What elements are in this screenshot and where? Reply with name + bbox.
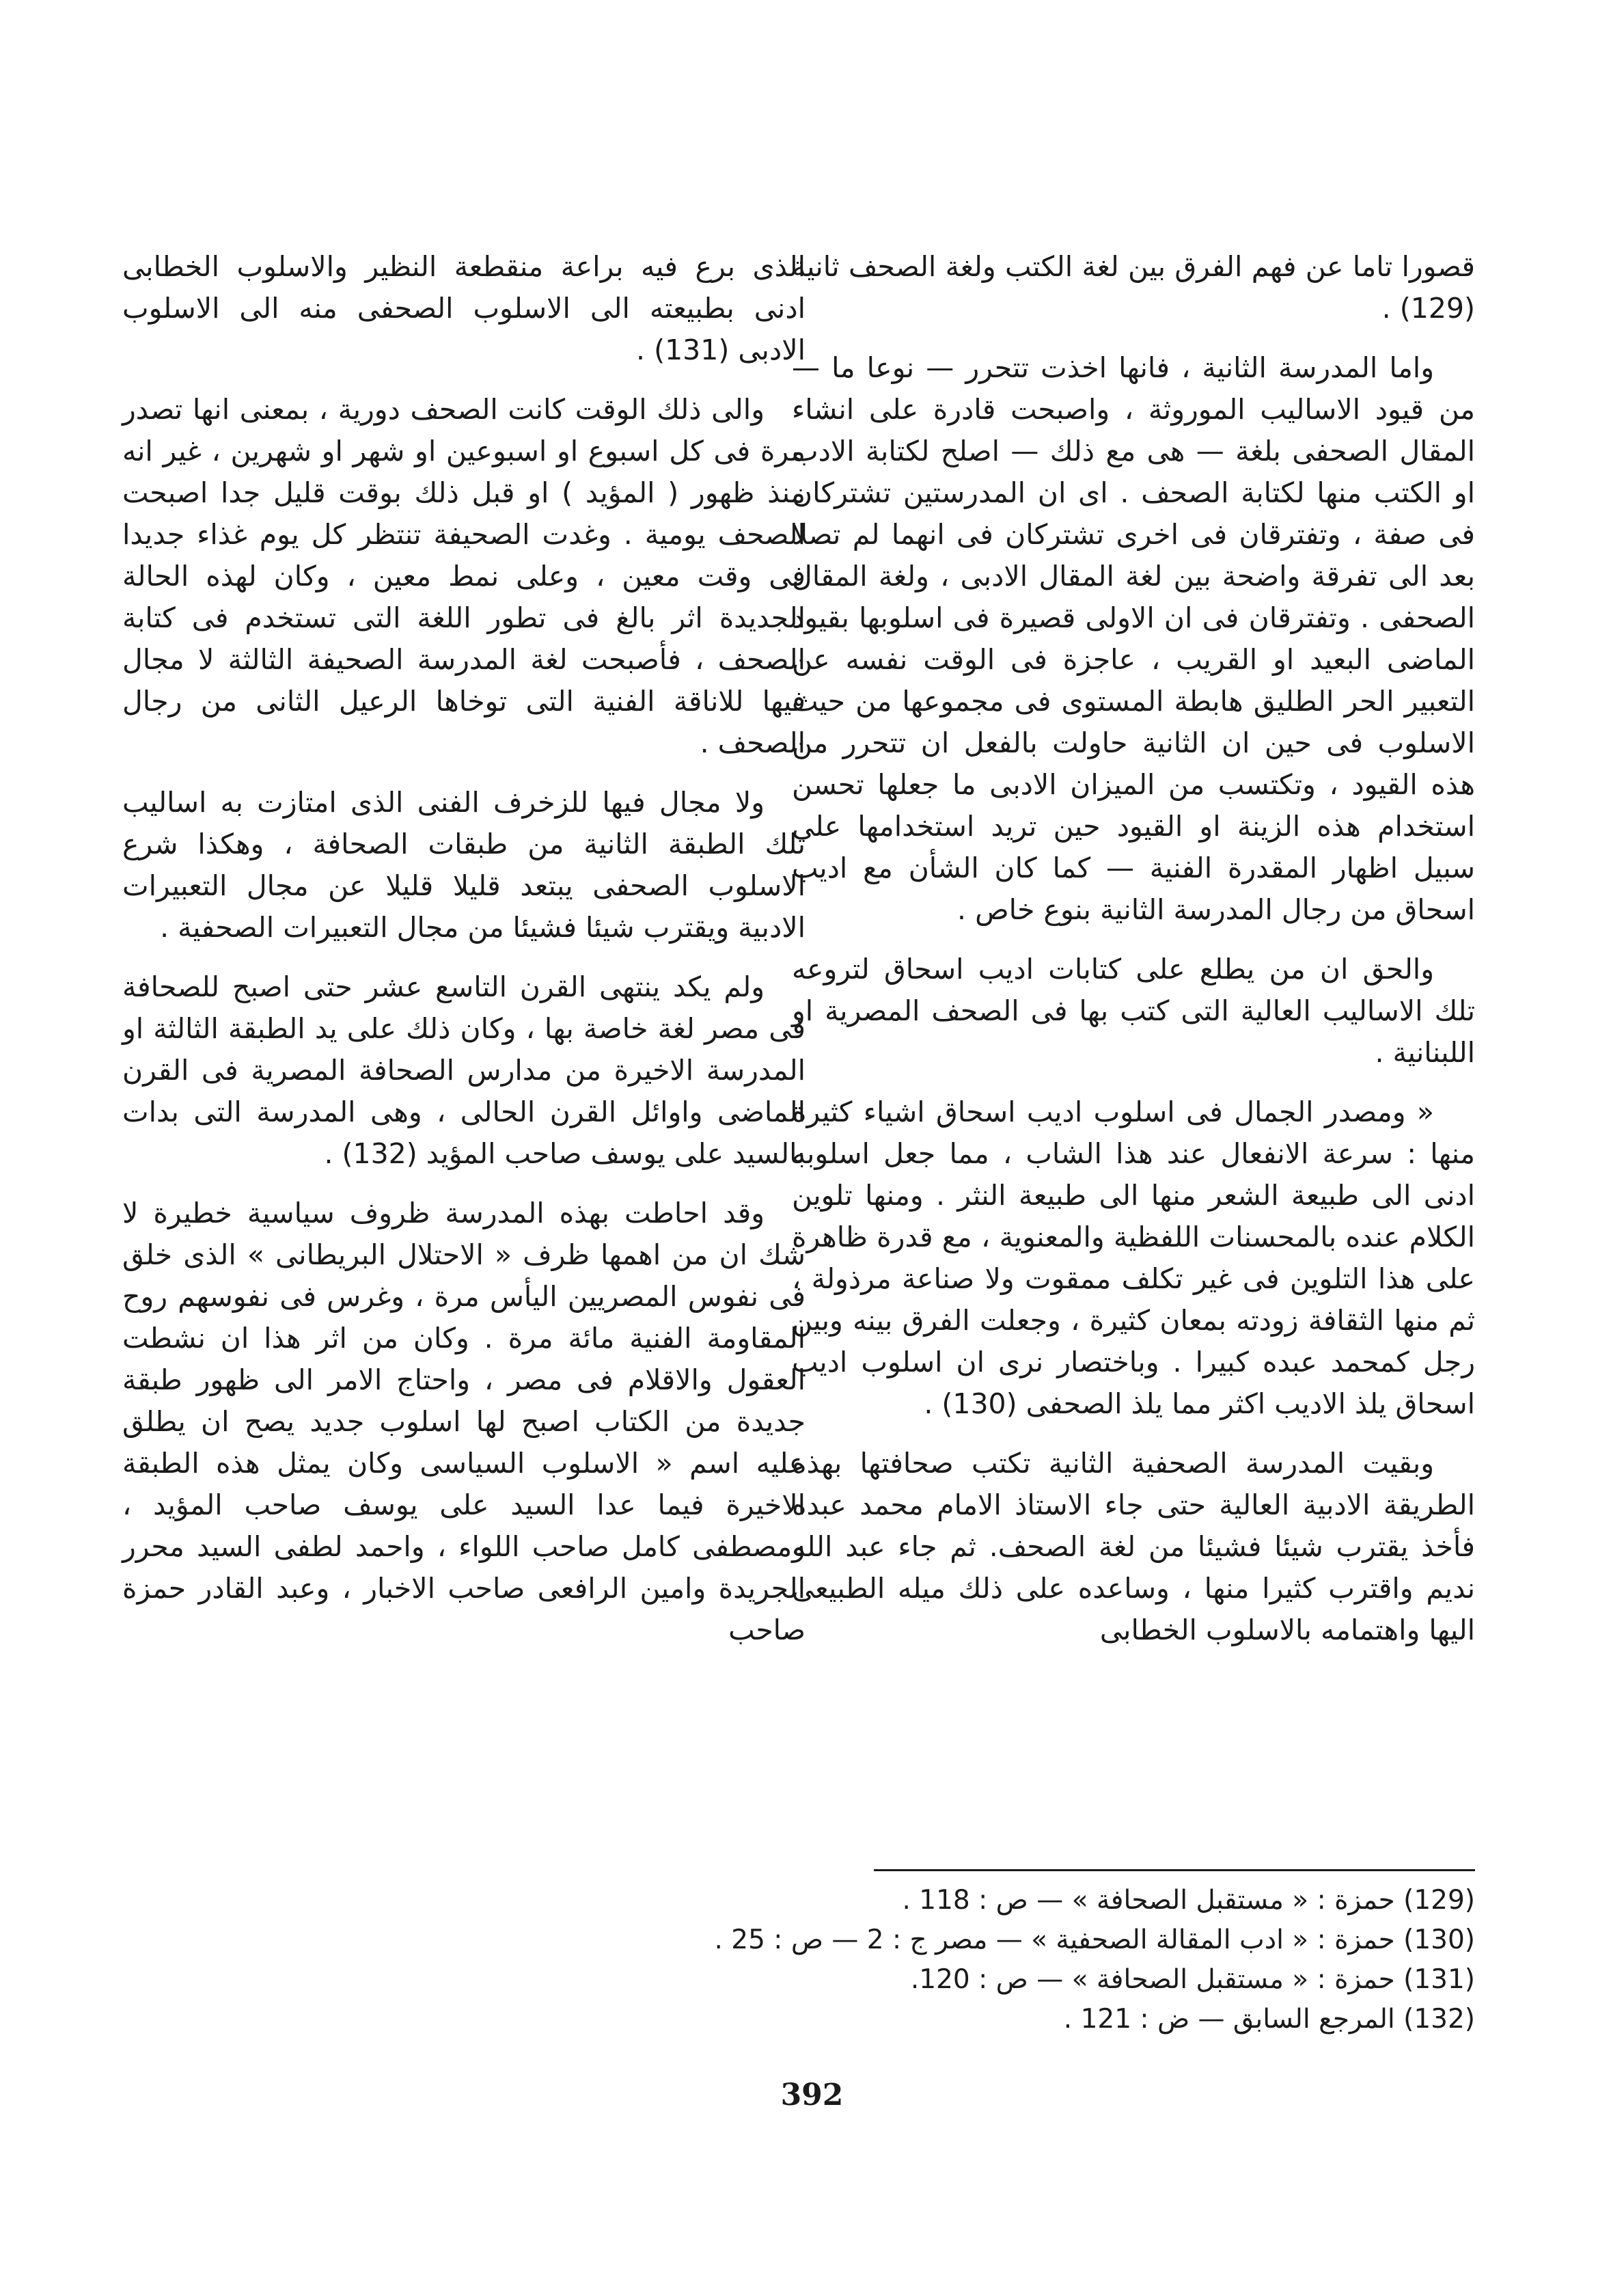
paragraph: ولم يكد ينتهى القرن التاسع عشر حتى اصبح للصحافة فى مصر لغة خاصة بها ، وكان ذلك على يد الطبقة الثالثة او المدرسة الاخيرة من مدارس الصحافة المصرية فى القرن الماضى واوائل القرن الحالى ، وهى المدرسة التى بدات بالسيد على يوسف صاحب المؤيد (132) . — [122, 970, 806, 1170]
footnote: (129) حمزة : « مستقبل الصحافة » — ص : 118 . — [902, 1885, 1475, 1916]
paragraph: والى ذلك الوقت كانت الصحف دورية ، بمعنى انها تصدر مرة فى كل اسبوع او اسبوعين او شهر او شهرين ، غير انه منذ ظهور ( المؤيد ) او قبل ذلك بوقت قليل جدا اصبحت الصحف يومية . وغدت الصحيفة تنتظر كل يوم غذاء جديدا فى وقت معين ، وعلى نمط معين ، وكان لهذه الحالة الجديدة اثر بالغ فى تطور اللغة التى تستخدم فى كتابة الصحف ، فأصبحت لغة المدرسة الصحيفة الثالثة لا مجال فيها للاناقة الفنية التى توخاها الرعيل الثانى من رجال الصحف . — [122, 393, 806, 759]
footnotes — [136, 1881, 1475, 2039]
footnote: (131) حمزة : « مستقبل الصحافة » — ص : 120. — [910, 1964, 1475, 1995]
left-text-column — [122, 246, 806, 1669]
page-number: 392 — [780, 2078, 844, 2112]
paragraph: الذى برع فيه براعة منقطعة النظير والاسلوب الخطابى ادنى بطبيعته الى الاسلوب الصحفى منه الى الاسلوب الادبى (131) . — [122, 250, 806, 366]
paragraph: وبقيت المدرسة الصحفية الثانية تكتب صحافتها بهذه الطريقة الادبية العالية حتى جاء الاستاذ الامام محمد عبده فأخذ يقترب شيئا فشيئا من لغة الصحف. ثم جاء عبد الله نديم واقترب كثيرا منها ، وساعده على ذلك ميله الطبيعى اليها واهتمامه بالاسلوب الخطابى — [792, 1447, 1475, 1646]
footnote: (130) حمزة : « ادب المقالة الصحفية » — مصر ج : 2 — ص : 25 . — [714, 1925, 1475, 1955]
paragraph: ولا مجال فيها للزخرف الفنى الذى امتازت به اساليب تلك الطبقة الثانية من طبقات الصحافة ، وهكذا شرع الاسلوب الصحفى يبتعد قليلا قليلا عن مجال التعبيرات الادبية ويقترب شيئا فشيئا من مجال التعبيرات الصحفية . — [122, 786, 806, 944]
footnote-divider — [874, 1869, 1475, 1871]
footnote: (132) المرجع السابق — ض : 121 . — [1063, 2004, 1475, 2035]
paragraph: « ومصدر الجمال فى اسلوب اديب اسحاق اشياء كثيرة منها : سرعة الانفعال عند هذا الشاب ، مما جعل اسلوبه ادنى الى طبيعة الشعر منها الى طبيعة النثر . ومنها تلوين الكلام عنده بالمحسنات اللفظية والمعنوية ، مع قدرة ظاهرة على هذا التلوين فى غير تكلف ممقوت ولا صناعة مرذولة ، ثم منها الثقافة زودته بمعان كثيرة ، وجعلت الفرق بينه وبين رجل كمحمد عبده كبيرا . وباختصار نرى ان اسلوب اديب اسحاق يلذ الاديب اكثر مما يلذ الصحفى (130) . — [792, 1096, 1475, 1420]
paragraph: قصورا تاما عن فهم الفرق بين لغة الكتب ولغة الصحف ثانية (129) . — [792, 250, 1475, 325]
paragraph: والحق ان من يطلع على كتابات اديب اسحاق لتروعه تلك الاساليب العالية التى كتب بها فى الصحف المصرية او اللبنانية . — [792, 953, 1475, 1069]
paragraph: وقد احاطت بهذه المدرسة ظروف سياسية خطيرة لا شك ان من اهمها ظرف « الاحتلال البريطانى » الذى خلق فى نفوس المصريين اليأس مرة ، وغرس فى نفوسهم روح المقاومة الفنية مائة مرة . وكان من اثر هذا ان نشطت العقول والاقلام فى مصر ، واحتاج الامر الى ظهور طبقة جديدة من الكتاب اصبح لها اسلوب جديد يصح ان يطلق عليه اسم « الاسلوب السياسى وكان يمثل هذه الطبقة الاخيرة فيما عدا السيد على يوسف صاحب المؤيد ، ومصطفى كامل صاحب اللواء ، واحمد لطفى السيد محرر الجريدة وامين الرافعى صاحب الاخبار ، وعبد القادر حمزة صاحب — [122, 1197, 806, 1646]
paragraph: واما المدرسة الثانية ، فانها اخذت تتحرر — نوعا ما — من قيود الاساليب الموروثة ، واصبحت قادرة على انشاء المقال الصحفى بلغة — هى مع ذلك — اصلح لكتابة الادب او الكتب منها لكتابة الصحف . اى ان المدرستين تشتركان فى صفة ، وتفترقان فى اخرى تشتركان فى انهما لم تصلا بعد الى تفرقة واضحة بين لغة المقال الادبى ، ولغة المقال الصحفى . وتفترقان فى ان الاولى قصيرة فى اسلوبها بقيود الماضى البعيد او القريب ، عاجزة فى الوقت نفسه عن التعبير الحر الطليق هابطة المستوى فى مجموعها من حيث الاسلوب فى حين ان الثانية حاولت بالفعل ان تتحرر من هذه القيود ، وتكتسب من الميزان الادبى ما جعلها تحسن استخدام هذه الزينة او القيود حين تريد استخدامها على سبيل اظهار المقدرة الفنية — كما كان الشأن مع اديب اسحاق من رجال المدرسة الثانية بنوع خاص . — [792, 351, 1475, 926]
right-text-column — [792, 246, 1475, 1669]
